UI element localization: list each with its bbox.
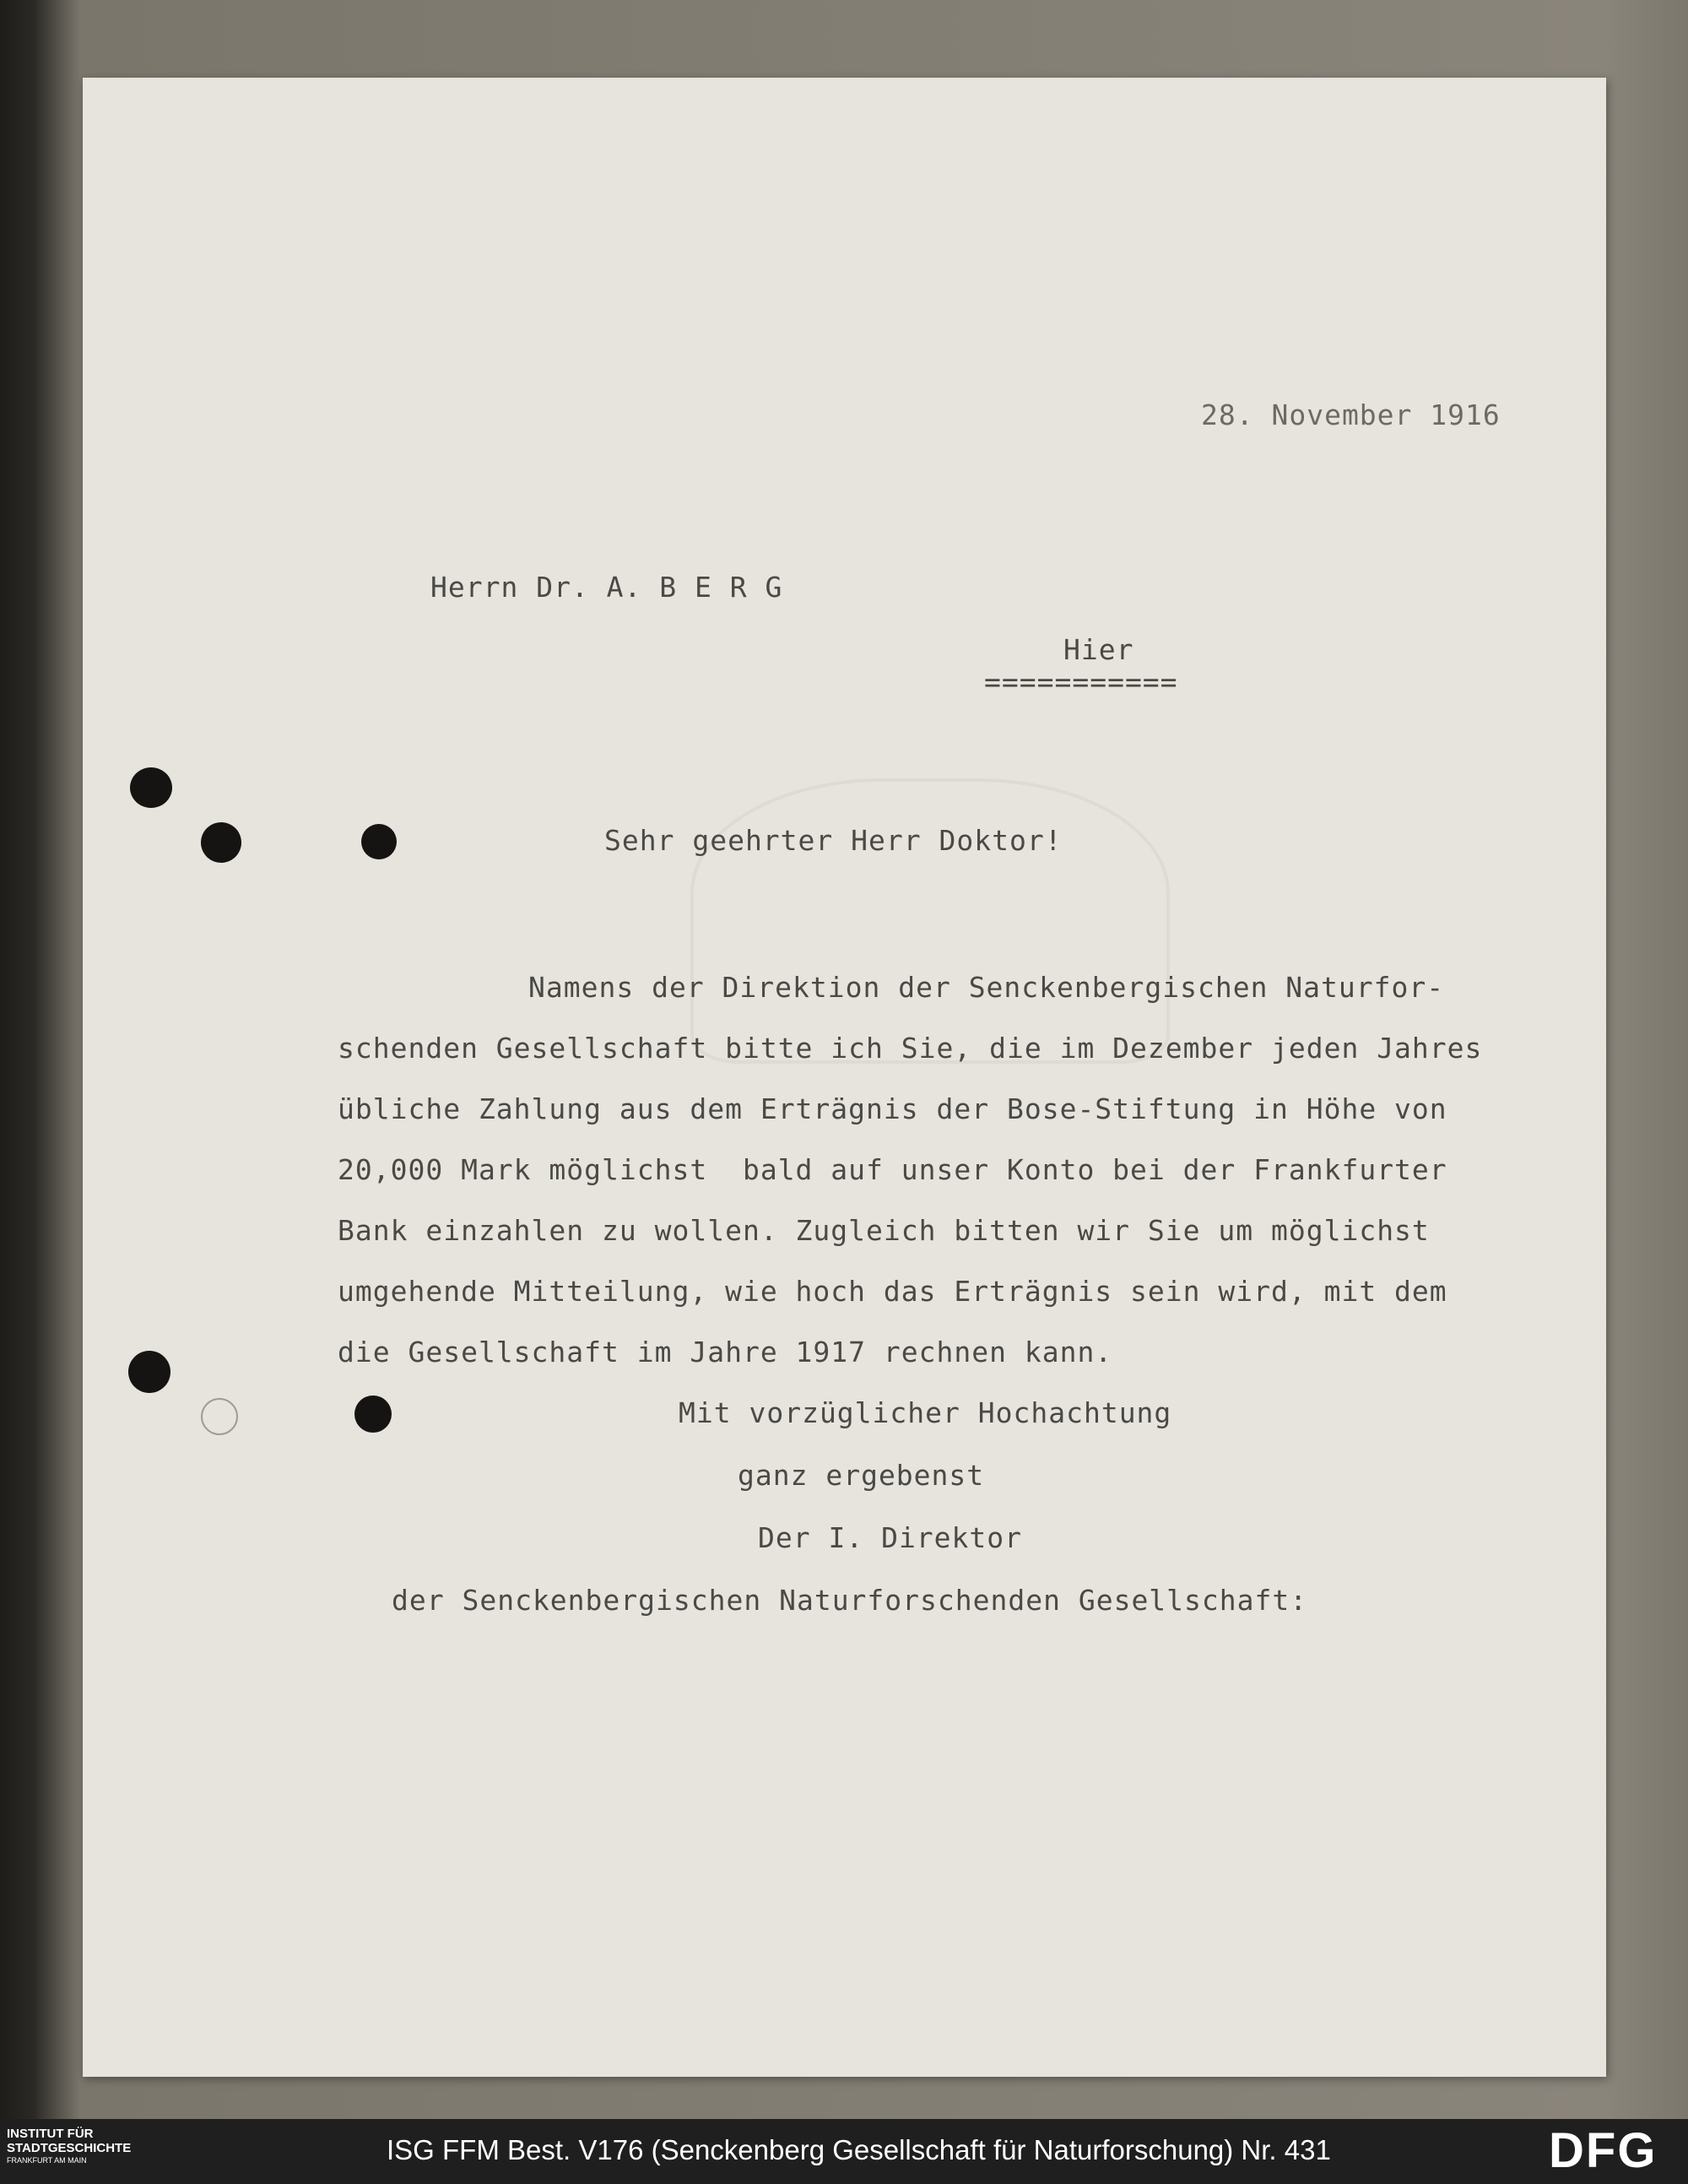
archive-caption: ISG FFM Best. V176 (Senckenberg Gesellschaft für Naturforschung) Nr. 431	[387, 2134, 1331, 2165]
logo-line: INSTITUT FÜR	[7, 2127, 94, 2141]
punch-hole	[128, 1351, 170, 1393]
body-line: 20,000 Mark möglichst bald auf unser Konto bei der Frankfurter	[338, 1153, 1447, 1186]
punch-hole	[130, 767, 172, 808]
body-line: die Gesellschaft im Jahre 1917 rechnen kann.	[338, 1336, 1113, 1368]
closing-line: Der I. Direktor	[758, 1521, 1023, 1554]
closing-line: der Senckenbergischen Naturforschenden Gesellschaft:	[392, 1584, 1308, 1617]
punch-hole	[361, 824, 397, 859]
closing-line: ganz ergebenst	[738, 1459, 985, 1492]
body-line: Bank einzahlen zu wollen. Zugleich bitten wir Sie um möglichst	[338, 1214, 1430, 1247]
logo-line: STADTGESCHICHTE	[7, 2141, 132, 2155]
recipient-place: Hier	[1063, 633, 1134, 666]
logo-line: FRANKFURT AM MAIN	[7, 2156, 87, 2165]
body-line: umgehende Mitteilung, wie hoch das Erträgnis sein wird, mit dem	[338, 1275, 1447, 1308]
punch-hole	[201, 1398, 238, 1435]
archive-footer	[0, 2119, 1688, 2184]
dfg-logo: DFG	[1549, 2123, 1658, 2178]
body-line: übliche Zahlung aus dem Erträgnis der Bose-Stiftung in Höhe von	[338, 1092, 1447, 1125]
recipient: Herrn Dr. A. B E R G	[430, 571, 783, 604]
body-line: schenden Gesellschaft bitte ich Sie, die im Dezember jeden Jahres	[338, 1032, 1483, 1065]
letter-date: 28. November 1916	[1201, 398, 1501, 431]
faint-stamp	[690, 778, 1170, 1064]
body-line: Namens der Direktion der Senckenbergischen Naturfor-	[528, 971, 1445, 1004]
letter-sheet	[83, 78, 1606, 2077]
closing-line: Mit vorzüglicher Hochachtung	[679, 1396, 1172, 1429]
punch-hole	[354, 1395, 392, 1433]
place-underline: ===========	[984, 665, 1178, 698]
isg-logo	[7, 2127, 184, 2178]
punch-hole	[201, 822, 241, 863]
salutation: Sehr geehrter Herr Doktor!	[604, 824, 1063, 857]
